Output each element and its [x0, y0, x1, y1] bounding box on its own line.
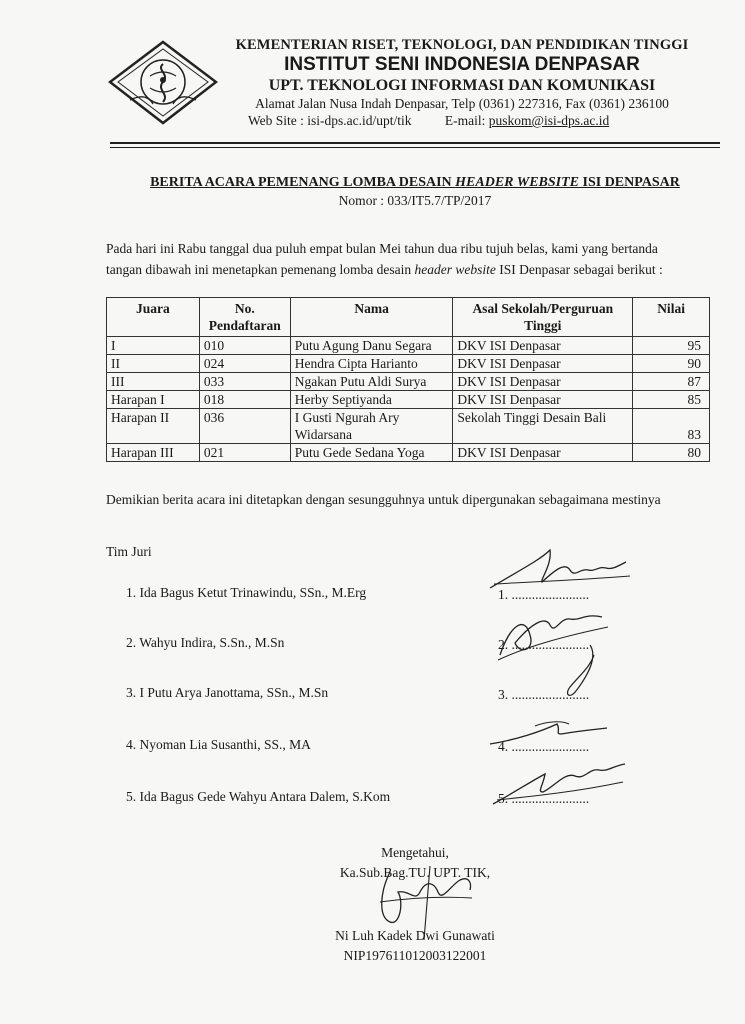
- cell-no: 018: [199, 391, 290, 409]
- unit-name: UPT. TEKNOLOGI INFORMASI DAN KOMUNIKASI: [268, 77, 656, 94]
- cell-no: 036: [199, 409, 290, 444]
- signature-line: 3. .......................: [498, 687, 590, 702]
- cell-nilai: 80: [633, 444, 710, 462]
- cell-juara: Harapan III: [107, 444, 200, 462]
- institute-logo: [108, 40, 218, 125]
- cell-nama: Putu Gede Sedana Yoga: [290, 444, 453, 462]
- jury-member: 1. Ida Bagus Ketut Trinawindu, SSn., M.Erg: [126, 585, 367, 600]
- header-nama: Nama: [290, 298, 453, 337]
- cell-asal: DKV ISI Denpasar: [453, 337, 633, 355]
- signature-scribble-5: [485, 752, 635, 812]
- cell-asal: DKV ISI Denpasar: [453, 391, 633, 409]
- signature-line: 4. .......................: [498, 739, 590, 754]
- cell-nama: Ngakan Putu Aldi Surya: [290, 373, 453, 391]
- cell-juara: III: [107, 373, 200, 391]
- cell-asal: Sekolah Tinggi Desain Bali: [453, 409, 633, 444]
- intro-paragraph: [106, 238, 726, 280]
- cell-nilai: 95: [633, 337, 710, 355]
- signer-name: Ni Luh Kadek Dwi Gunawati: [335, 928, 495, 943]
- cell-juara: Harapan I: [107, 391, 200, 409]
- letterhead: [222, 37, 702, 129]
- cell-no: 033: [199, 373, 290, 391]
- cell-asal: DKV ISI Denpasar: [453, 373, 633, 391]
- intro-line2: [106, 259, 726, 280]
- ministry-name: KEMENTERIAN RISET, TEKNOLOGI, DAN PENDIDIKAN TINGGI: [235, 37, 689, 53]
- signature-line: 1. .......................: [498, 587, 590, 602]
- email-label: E-mail:: [444, 113, 486, 128]
- jury-member: 3. I Putu Arya Janottama, SSn., M.Sn: [126, 685, 329, 700]
- address: Alamat Jalan Nusa Indah Denpasar, Telp (0361) 227316, Fax (0361) 236100: [255, 96, 669, 111]
- table-row: [107, 391, 710, 409]
- header-rule-thin: [110, 147, 720, 148]
- jury-member: 4. Nyoman Lia Susanthi, SS., MA: [126, 737, 311, 752]
- table-header-row: [107, 298, 710, 337]
- header-juara: Juara: [107, 298, 200, 337]
- table-row: [107, 409, 710, 444]
- jury-title: Tim Juri: [106, 544, 152, 559]
- table-row: [107, 355, 710, 373]
- approval-mengetahui: Mengetahui,: [381, 845, 449, 860]
- cell-nilai: 90: [633, 355, 710, 373]
- title-part1: BERITA ACARA PEMENANG LOMBA DESAIN: [150, 175, 456, 190]
- signer-nip: NIP197611012003122001: [343, 948, 487, 963]
- signature-scribble-4: [485, 712, 615, 752]
- cell-juara: Harapan II: [107, 409, 200, 444]
- contact-line: [222, 113, 702, 129]
- table-row: [107, 444, 710, 462]
- email-link[interactable]: puskom@isi-dps.ac.id: [488, 113, 610, 128]
- title-part2: ISI DENPASAR: [579, 175, 680, 190]
- header-no-pendaftaran: No. Pendaftaran: [199, 298, 290, 337]
- intro-line2-start: tangan dibawah ini menetapkan pemenang lomba desain: [106, 262, 415, 277]
- jury-member: 5. Ida Bagus Gede Wahyu Antara Dalem, S.Kom: [126, 789, 391, 804]
- cell-nilai: 87: [633, 373, 710, 391]
- institute-name: INSTITUT SENI INDONESIA DENPASAR: [284, 54, 640, 75]
- cell-no: 010: [199, 337, 290, 355]
- header-rule-thick: [110, 142, 720, 144]
- table-row: [107, 373, 710, 391]
- cell-nama: Herby Septiyanda: [290, 391, 453, 409]
- title-italic: HEADER WEBSITE: [455, 175, 580, 190]
- table-row: [107, 337, 710, 355]
- intro-line1: Pada hari ini Rabu tanggal dua puluh empat bulan Mei tahun dua ribu tujuh belas, kami yang bertanda: [106, 241, 658, 256]
- cell-no: 024: [199, 355, 290, 373]
- cell-juara: I: [107, 337, 200, 355]
- document-title: [110, 175, 720, 191]
- cell-nama: I Gusti Ngurah Ary Widarsana: [290, 409, 453, 444]
- document-number: Nomor : 033/IT5.7/TP/2017: [338, 193, 492, 208]
- website: Web Site : isi-dps.ac.id/upt/tik: [248, 113, 412, 128]
- cell-juara: II: [107, 355, 200, 373]
- intro-line2-end: ISI Denpasar sebagai berikut :: [495, 262, 663, 277]
- jury-member: 2. Wahyu Indira, S.Sn., M.Sn: [126, 635, 285, 650]
- closing-statement: Demikian berita acara ini ditetapkan dengan sesungguhnya untuk dipergunakan sebagaimana mestinya: [106, 492, 661, 507]
- cell-asal: DKV ISI Denpasar: [453, 444, 633, 462]
- signature-scribble-2: [490, 595, 620, 705]
- approval-position: Ka.Sub.Bag.TU. UPT. TIK,: [339, 865, 491, 880]
- signature-scribble-1: [480, 540, 640, 600]
- intro-line2-italic: header website: [414, 262, 496, 277]
- header-asal: Asal Sekolah/Perguruan Tinggi: [453, 298, 633, 337]
- signature-line: 2. .......................: [498, 637, 590, 652]
- winners-table: [106, 297, 710, 462]
- cell-no: 021: [199, 444, 290, 462]
- cell-nama: Putu Agung Danu Segara: [290, 337, 453, 355]
- header-nilai: Nilai: [633, 298, 710, 337]
- cell-nilai: 83: [633, 409, 710, 444]
- cell-asal: DKV ISI Denpasar: [453, 355, 633, 373]
- approval-signer: [300, 926, 530, 966]
- cell-nama: Hendra Cipta Harianto: [290, 355, 453, 373]
- signature-line: 5. .......................: [498, 791, 590, 806]
- cell-nilai: 85: [633, 391, 710, 409]
